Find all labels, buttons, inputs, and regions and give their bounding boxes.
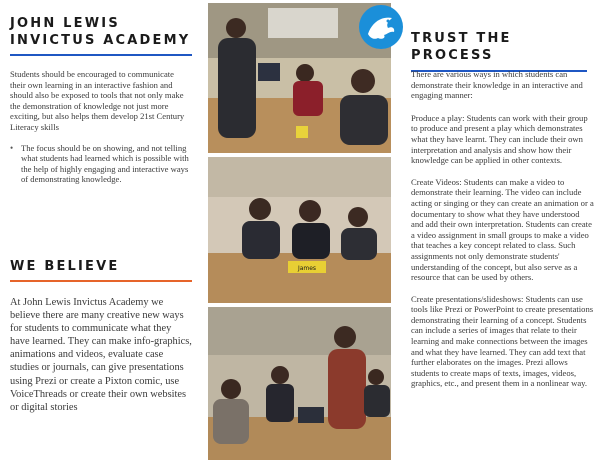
presentations-paragraph: Create presentations/slideshows: Students can use tools like Prezi or PowerPoint to create presentations demonstrating their learning of a concept. Students can include a series of images that relate to their learning and make connections between the images and what they have learned. They can add text that further elaborates on the images. Prezi allows students to create maps of texts, images, videos, graphics, etc., and present them in a nonlinear way. [411, 293, 594, 389]
trust-intro: There are various ways in which students can demonstrate their knowledge in an interactive and engaging manner: [411, 69, 583, 101]
classroom-photo-middle [208, 157, 391, 303]
believe-paragraph: At John Lewis Invictus Academy we believe there are many creative new ways for students to communicate what they have learned. They can make info-graphics, animations and videos, evaluate case studies or journals, can give presentations using Prezi or create a Pixton comic, use VoiceThreads or create their own websites or digital stories [10, 297, 192, 413]
tent-card-label: James [297, 265, 317, 272]
academy-title: JOHN LEWIS INVICTUS ACADEMY [10, 16, 191, 48]
believe-rule [10, 280, 192, 282]
title-rule [10, 54, 192, 56]
we-believe-title: WE BELIEVE [10, 259, 120, 274]
play-paragraph: Produce a play: Students can work with their group to produce and present a play which demonstrates what they have learnt. They can include their own interpretation and analysis and show how their knowledge can be applied in other contexts. [411, 112, 588, 166]
trust-process-title: TRUST THE PROCESS [411, 31, 512, 63]
classroom-photo-bottom [208, 307, 391, 460]
dragon-logo-icon [358, 4, 404, 50]
videos-paragraph: Create Videos: Students can make a video to demonstrate their learning. The video can include acting or singing or they can create an animation or a documentary to show what they have understood and add their own interpretation. Students can create a video assignment in small groups to make a video that teaches a key concept related to class. Such assignments not only demonstrate students' understanding of the concept, but also serve as a resource that can be used by others. [411, 176, 594, 283]
bullet-icon: • [10, 142, 14, 153]
bullet-text: The focus should be on showing, and not telling what students had learned which is possible with the help of highly engaging and interactive ways of demonstrating knowledge. [21, 142, 189, 185]
list-item [10, 143, 190, 185]
intro-paragraph: Students should be encouraged to communicate their own learning in an interactive fashion and should also be exposed to tools that not only make the demonstration of knowledge not just more exciting, but also helps them develop 21st Century Literacy skills [10, 69, 185, 132]
